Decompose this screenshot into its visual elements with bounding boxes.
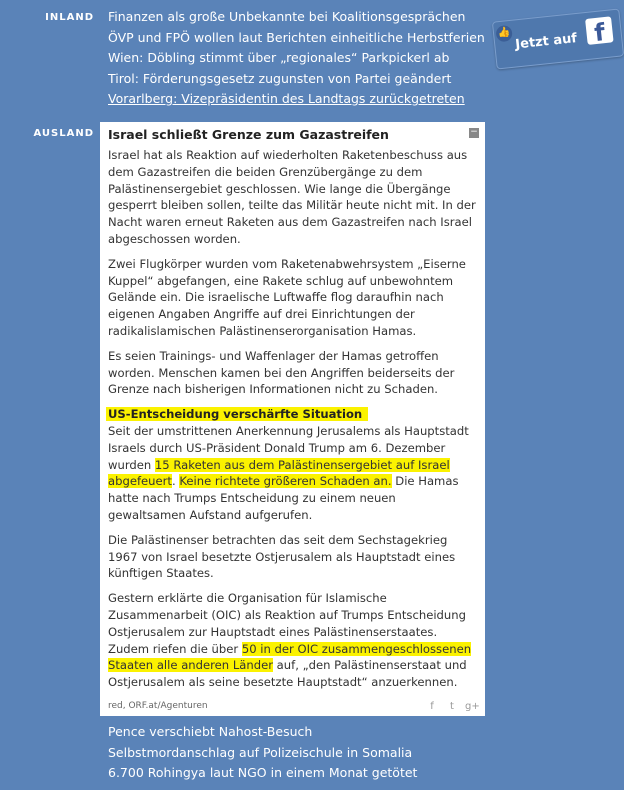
paragraph-text: auf, „den Palästinenserstaat und Ostjerusalem als seine besetzte Hauptstadt“ anzuerkennen.	[108, 658, 467, 690]
paragraph-text: Seit der umstrittenen Anerkennung Jerusalems als Hauptstadt Israels durch US-Präsident Donald Trump am 6. Dezember wurden	[108, 423, 469, 472]
article-source: red, ORF.at/Agenturen	[108, 701, 208, 711]
article-paragraph: Zwei Flugkörper wurden vom Raketenabwehrsystem „Eiserne Kuppel“ abgefangen, eine Rakete schlug auf unbewohntem Gelände ein. Die israelische Luftwaffe flog daraufhin nach eigenen Angaben Angriffe auf drei Einrichtungen der radikalislamischen Palästinenserorganisation Hamas.	[108, 256, 466, 338]
article-paragraph	[108, 590, 476, 691]
expanded-article	[100, 122, 485, 716]
facebook-follow-badge[interactable]	[492, 8, 624, 69]
headline-link[interactable]: Pence verschiebt Nahost-Besuch	[108, 724, 313, 739]
section-label-ausland: AUSLAND	[33, 128, 94, 139]
highlighted-text: 15 Raketen aus dem Palästinensergebiet auf Israel abgefeuert	[108, 457, 450, 489]
section-label-inland: INLAND	[45, 12, 94, 23]
inland-headline-list	[108, 7, 485, 110]
headline-link[interactable]: Tirol: Förderungsgesetz zugunsten von Partei geändert	[108, 70, 452, 86]
highlighted-text: Keine richtete größeren Schaden an.	[179, 474, 392, 489]
share-bar	[425, 700, 479, 714]
googleplus-share-icon[interactable]: g+	[465, 701, 480, 712]
article-paragraph: Die Palästinenser betrachten das seit dem Sechstagekrieg 1967 von Israel besetzte Ostjerusalem als Hauptstadt eines künftigen Staates.	[108, 532, 456, 581]
headline-link[interactable]: Selbstmordanschlag auf Polizeischule in Somalia	[108, 744, 413, 760]
thumbs-up-icon: 👍	[495, 25, 513, 43]
ausland-headline-list	[108, 722, 417, 784]
facebook-icon: f	[585, 16, 614, 45]
headline-link[interactable]: Wien: Döbling stimmt über „regionales“ Parkpickerl ab	[108, 50, 450, 65]
article-title[interactable]: Israel schließt Grenze zum Gazastreifen	[108, 127, 389, 142]
article-paragraph	[108, 423, 476, 524]
headline-link[interactable]: Vorarlberg: Vizepräsidentin des Landtags zurückgetreten	[108, 91, 465, 106]
paragraph-text: Die Hamas hatte nach Trumps Entscheidung zu einem neuen gewaltsamen Aufstand aufgerufen.	[108, 474, 459, 522]
highlighted-text: 50 in der OIC zusammengeschlossenen Staaten alle anderen Länder	[108, 641, 472, 673]
headline-link[interactable]: ÖVP und FPÖ wollen laut Berichten einheitliche Herbstferien	[108, 29, 485, 45]
paragraph-text: Gestern erklärte die Organisation für Islamische Zusammenarbeit (OIC) als Reaktion auf Trumps Entscheidung Ostjerusalem zur Hauptstadt eines Palästinenserstaates. Zudem riefen die über	[108, 591, 466, 656]
article-subheading	[108, 406, 476, 423]
facebook-badge-label: Jetzt auf	[514, 31, 578, 53]
highlighted-subheading: US-Entscheidung verschärfte Situation	[106, 407, 368, 421]
headline-link[interactable]: Finanzen als große Unbekannte bei Koalitionsgesprächen	[108, 9, 466, 24]
collapse-button[interactable]: −	[470, 127, 478, 137]
facebook-share-icon[interactable]: f	[430, 701, 434, 712]
twitter-share-icon[interactable]: t	[450, 701, 454, 712]
article-paragraph: Es seien Trainings- und Waffenlager der Hamas getroffen worden. Menschen kamen bei den Angriffen beiderseits der Grenze nach bisherigen Informationen nicht zu Schaden.	[108, 348, 455, 397]
headline-link[interactable]: 6.700 Rohingya laut NGO in einem Monat getötet	[108, 765, 418, 780]
article-paragraph: Israel hat als Reaktion auf wiederholten Raketenbeschuss aus dem Gazastreifen die beiden Grenzübergänge zu dem Palästinensergebiet geschlossen. Wie lange die Übergänge gesperrt bleiben sollen, teilte das Militär heute nicht mit. In der Nacht waren erneut Raketen aus dem Gazastreifen nach Israel abgeschossen worden.	[108, 148, 476, 246]
article-body	[108, 147, 476, 699]
paragraph-text: .	[171, 474, 180, 489]
